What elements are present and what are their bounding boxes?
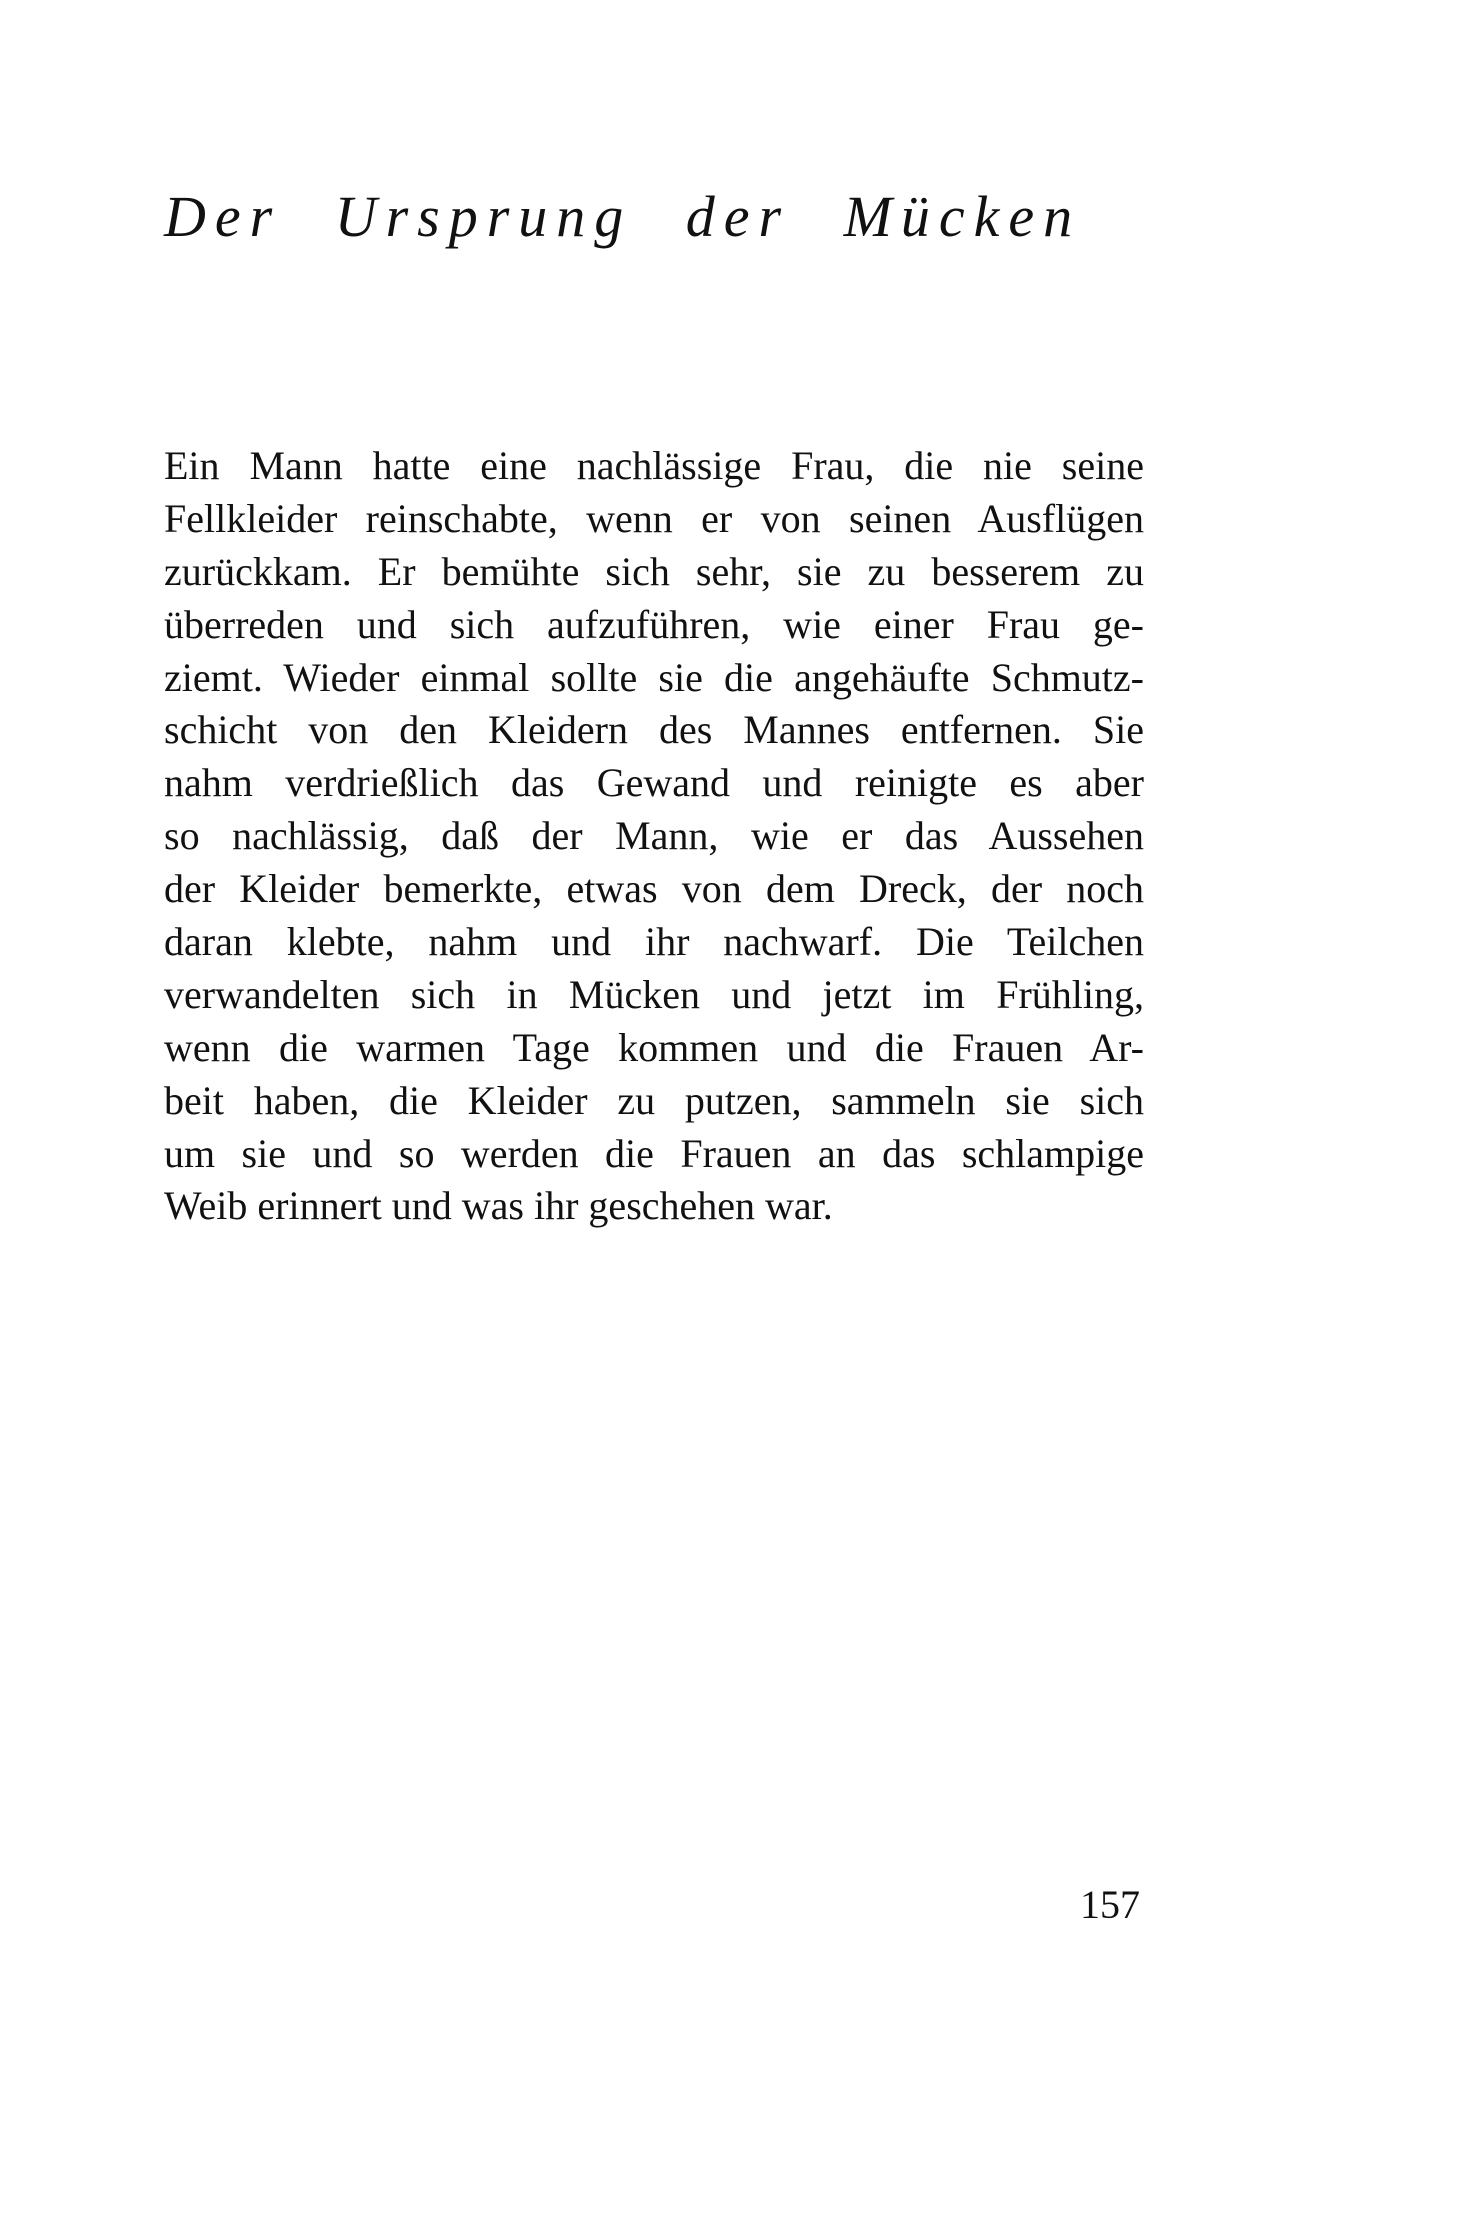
text-line: beit haben, die Kleider zu putzen, sammeln sie sich xyxy=(164,1077,1144,1123)
text-line: so nachlässig, daß der Mann, wie er das Aussehen xyxy=(164,813,1144,859)
text-line: Fellkleider reinschabte, wenn er von seinen Ausflügen xyxy=(164,495,1144,541)
text-line: der Kleider bemerkte, etwas von dem Dreck, der noch xyxy=(164,866,1144,912)
text-line: wenn die warmen Tage kommen und die Frauen Ar- xyxy=(164,1024,1144,1070)
text-line: Ein Mann hatte eine nachlässige Frau, die nie seine xyxy=(164,443,1144,488)
text-line: überreden und sich aufzuführen, wie einer Frau ge- xyxy=(164,601,1144,647)
story-text xyxy=(164,440,1144,1233)
text-line: schicht von den Kleidern des Mannes entfernen. Sie xyxy=(164,707,1144,753)
chapter-title: Der Ursprung der Mücken xyxy=(164,184,1082,249)
page-number: 157 xyxy=(1080,1882,1140,1927)
text-line: daran klebte, nahm und ihr nachwarf. Die Teilchen xyxy=(164,919,1144,965)
text-line: Weib erinnert und was ihr geschehen war. xyxy=(164,1183,833,1229)
text-line: ziemt. Wieder einmal sollte sie die angehäufte Schmutz- xyxy=(164,654,1144,700)
text-line: verwandelten sich in Mücken und jetzt im Frühling, xyxy=(164,971,1144,1017)
text-line: um sie und so werden die Frauen an das schlampige xyxy=(164,1130,1144,1176)
text-line: zurückkam. Er bemühte sich sehr, sie zu besserem zu xyxy=(164,548,1144,594)
text-line: nahm verdrießlich das Gewand und reinigte es aber xyxy=(164,760,1144,806)
